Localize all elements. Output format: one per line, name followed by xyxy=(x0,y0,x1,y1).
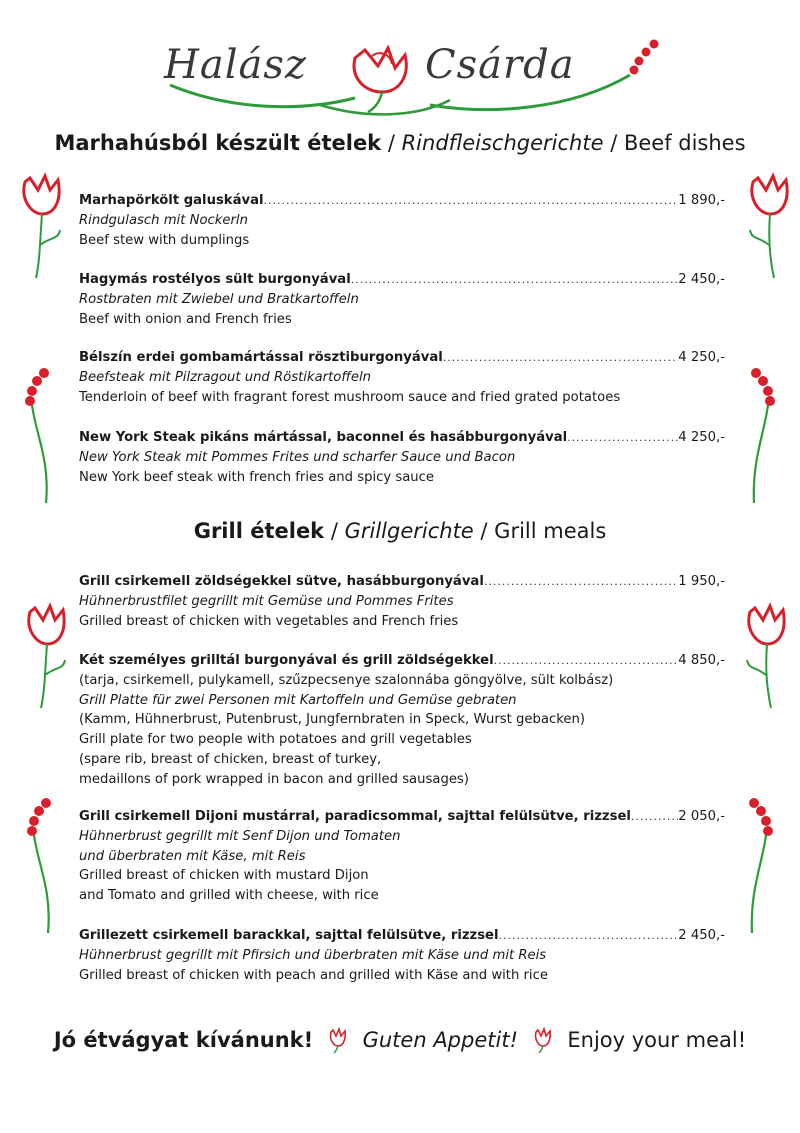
logo-text-left: Halász xyxy=(164,42,307,88)
item-name: Bélszín erdei gombamártással rösztiburgonyával xyxy=(79,350,443,365)
menu-item xyxy=(79,428,725,487)
tulip-decoration-icon xyxy=(10,170,70,280)
section-title-grill: Grill ételek / Grillgerichte / Grill meals xyxy=(193,519,607,543)
berry-branch-icon xyxy=(22,795,62,935)
menu-item xyxy=(79,191,725,250)
item-desc-de: Grill Platte für zwei Personen mit Kartoffeln und Gemüse gebraten xyxy=(79,692,517,708)
menu-item xyxy=(79,270,725,329)
tulip-decoration-icon xyxy=(735,600,795,710)
menu-item xyxy=(79,348,725,407)
item-desc-de: Rostbraten mit Zwiebel und Bratkartoffeln xyxy=(79,291,359,307)
menu-item xyxy=(79,572,725,631)
item-desc-en: Grilled breast of chicken with peach and grilled with Käse and with rice xyxy=(79,967,548,983)
item-price: 2 050,- xyxy=(678,809,725,824)
item-desc-de: New York Steak mit Pommes Frites und scharfer Sauce und Bacon xyxy=(79,449,516,465)
tulip-decoration-icon xyxy=(15,600,75,710)
item-price: 2 450,- xyxy=(678,272,725,287)
greeting-de: Guten Appetit! xyxy=(362,1028,518,1052)
item-desc-de: Hühnerbrust gegrillt mit Pfirsich und überbraten mit Käse und mit Reis xyxy=(79,947,547,963)
item-desc-en: Tenderloin of beef with fragrant forest mushroom sauce and fried grated potatoes xyxy=(79,389,621,405)
berry-branch-icon xyxy=(740,365,780,505)
item-name: Hagymás rostélyos sült burgonyával xyxy=(79,272,351,287)
item-name: Két személyes grilltál burgonyával és grill zöldségekkel xyxy=(79,653,494,668)
tulip-icon xyxy=(326,1026,350,1054)
item-price: 2 450,- xyxy=(678,928,725,943)
item-desc-en: Beef stew with dumplings xyxy=(79,232,250,248)
menu-item xyxy=(79,651,725,790)
item-price: 1 950,- xyxy=(678,574,725,589)
berry-branch-icon xyxy=(20,365,60,505)
item-price: 4 850,- xyxy=(678,653,725,668)
menu-item xyxy=(79,807,725,906)
item-name: Marhapörkölt galuskával xyxy=(79,193,264,208)
tulip-logo-icon xyxy=(354,48,406,112)
item-desc-de: Hühnerbrustfilet gegrillt mit Gemüse und Pommes Frites xyxy=(79,593,454,609)
restaurant-logo xyxy=(150,20,670,120)
greeting-en: Enjoy your meal! xyxy=(567,1028,747,1052)
item-name: Grill csirkemell zöldségekkel sütve, hasábburgonyával xyxy=(79,574,484,589)
item-desc-de-detail: (Kamm, Hühnerbrust, Putenbrust, Jungfernbraten in Speck, Wurst gebacken) xyxy=(79,712,585,728)
logo-text-right: Csárda xyxy=(425,42,575,88)
greeting-hu: Jó étvágyat kívánunk! xyxy=(53,1028,314,1052)
tulip-icon xyxy=(531,1026,555,1054)
item-desc-en-detail: (spare rib, breast of chicken, breast of turkey, xyxy=(79,751,382,767)
item-desc-de: Hühnerbrust gegrillt mit Senf Dijon und Tomaten xyxy=(79,828,401,844)
item-desc-en: Grilled breast of chicken with mustard Dijon xyxy=(79,868,369,884)
item-desc-en: and Tomato and grilled with cheese, with rice xyxy=(79,888,379,904)
menu-item xyxy=(79,926,725,985)
item-desc-en: Grilled breast of chicken with vegetables and French fries xyxy=(79,613,459,629)
item-desc-de: Beefsteak mit Pilzragout und Röstikartoffeln xyxy=(79,369,371,385)
item-name: Grillezett csirkemell barackkal, sajttal felülsütve, rizzsel xyxy=(79,928,499,943)
footer-greeting xyxy=(0,1026,800,1054)
item-desc-hu: (tarja, csirkemell, pulykamell, szűzpecsenye szalonnába göngyölve, sült kolbász) xyxy=(79,672,614,688)
item-name: Grill csirkemell Dijoni mustárral, paradicsommal, sajttal felülsütve, rizzsel xyxy=(79,809,631,824)
item-desc-de: Rindgulasch mit Nockerln xyxy=(79,212,248,228)
section-title-beef: Marhahúsból készült ételek / Rindfleischgerichte / Beef dishes xyxy=(54,131,746,155)
item-price: 1 890,- xyxy=(678,193,725,208)
item-desc-en: Beef with onion and French fries xyxy=(79,311,292,327)
item-desc-de: und überbraten mit Käse, mit Reis xyxy=(79,848,306,864)
item-desc-en: New York beef steak with french fries and spicy sauce xyxy=(79,469,435,485)
berry-branch-icon xyxy=(738,795,778,935)
item-price: 4 250,- xyxy=(678,350,725,365)
item-name: New York Steak pikáns mártással, baconnel és hasábburgonyával xyxy=(79,430,568,445)
item-price: 4 250,- xyxy=(678,430,725,445)
item-desc-en: Grill plate for two people with potatoes and grill vegetables xyxy=(79,732,472,748)
tulip-decoration-icon xyxy=(738,170,798,280)
item-desc-en-detail: medaillons of pork wrapped in bacon and grilled sausages) xyxy=(79,771,469,787)
